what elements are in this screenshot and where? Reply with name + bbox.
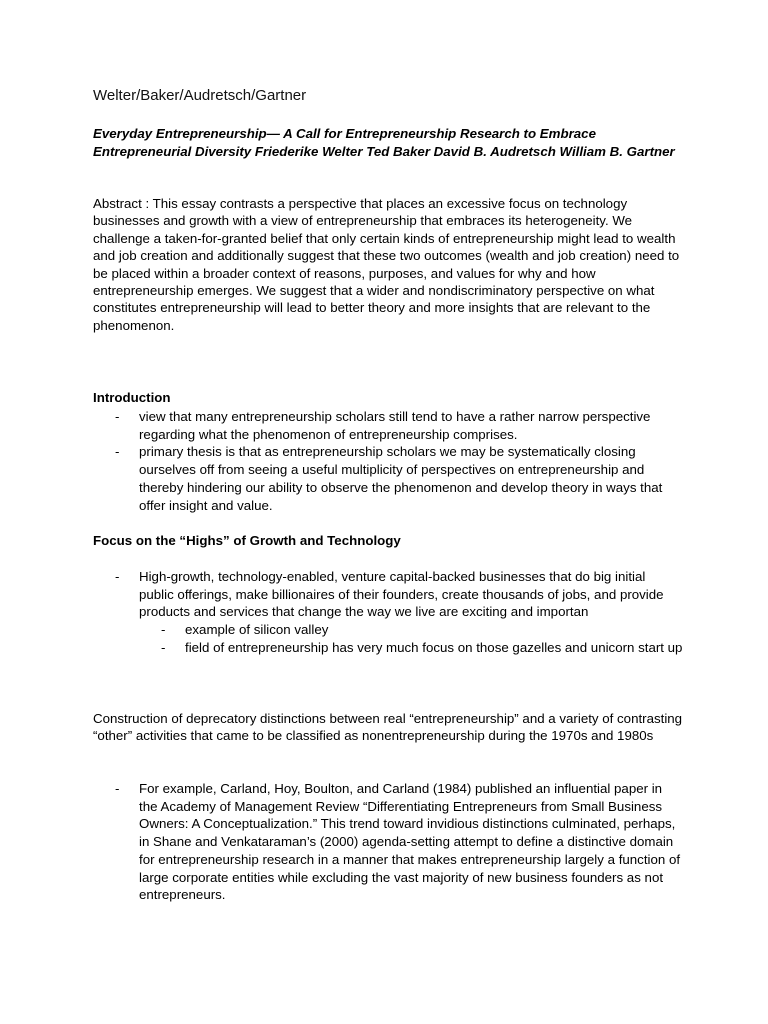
introduction-list xyxy=(93,408,683,514)
sub-list-item-text: field of entrepreneurship has very much focus on those gazelles and unicorn start up xyxy=(185,639,683,655)
paper-title: Everyday Entrepreneurship— A Call for Entrepreneurship Research to Embrace Entrepreneurial Diversity Friederike Welter Ted Baker David B. Audretsch William B. Gartner xyxy=(93,126,675,159)
sub-list-item xyxy=(139,639,683,657)
abstract-paragraph: Abstract : This essay contrasts a perspective that places an excessive focus on technology businesses and growth with a view of entrepreneurship that embraces its heterogeneity. We challenge a taken-for-granted belief that only certain kinds of entrepreneurship might lead to wealth and job creation and additionally suggest that these two outcomes (wealth and job creation) need to be placed within a broader context of reasons, purposes, and values for why and how entrepreneurship emerges. We suggest that a wider and nondiscriminatory perspective on what constitutes entrepreneurship will lead to better theory and more insights that are relevant to the phenomenon. xyxy=(93,196,680,333)
focus-heading: Focus on the “Highs” of Growth and Technology xyxy=(93,533,401,548)
list-item xyxy=(93,780,683,904)
focus-sublist xyxy=(139,621,683,656)
list-item xyxy=(93,443,683,514)
bullet-dash: - xyxy=(115,409,120,424)
authors-header: Welter/Baker/Audretsch/Gartner xyxy=(93,87,307,104)
list-item xyxy=(93,568,683,657)
list-item-text: primary thesis is that as entrepreneurship scholars we may be systematically closing ourselves off from seeing a useful multiplicity of perspectives on entrepreneurship and thereby hindering our ability to observe the phenomenon and develop theory in ways that offer insight and value. xyxy=(139,444,663,513)
list-item-text: view that many entrepreneurship scholars still tend to have a rather narrow perspective regarding what the phenomenon of entrepreneurship comprises. xyxy=(139,409,651,442)
bullet-dash: - xyxy=(115,781,120,796)
introduction-heading: Introduction xyxy=(93,390,171,405)
sub-list-item-text: example of silicon valley xyxy=(185,622,329,638)
bullet-dash: - xyxy=(161,639,166,655)
bullet-dash: - xyxy=(115,569,120,584)
list-item-text: High-growth, technology-enabled, venture capital-backed businesses that do big initial public offerings, make billionaires of their founders, create thousands of jobs, and provide products and services that change the way we live are exciting and importan xyxy=(139,569,664,620)
bullet-dash: - xyxy=(161,622,166,638)
construction-paragraph: Construction of deprecatory distinctions between real “entrepreneurship” and a variety of contrasting “other” activities that came to be classified as nonentrepreneurship during the 1970s and 1980s xyxy=(93,711,683,744)
list-item xyxy=(93,408,683,443)
focus-list xyxy=(93,568,683,657)
bullet-dash: - xyxy=(115,444,120,460)
sub-list-item xyxy=(139,621,683,639)
list-item-text: For example, Carland, Hoy, Boulton, and Carland (1984) published an influential paper in the Academy of Management Review “Differentiating Entrepreneurs from Small Business Owners: A Conceptualization.” This trend toward invidious distinctions culminated, perhaps, in Shane and Venkataraman’s (2000) agenda-setting attempt to define a distinctive domain for entrepreneurship research in a manner that makes entrepreneurship largely a function of large corporate entities while excluding the vast majority of new business founders as not entrepreneurs. xyxy=(139,781,681,903)
construction-list xyxy=(93,780,683,904)
